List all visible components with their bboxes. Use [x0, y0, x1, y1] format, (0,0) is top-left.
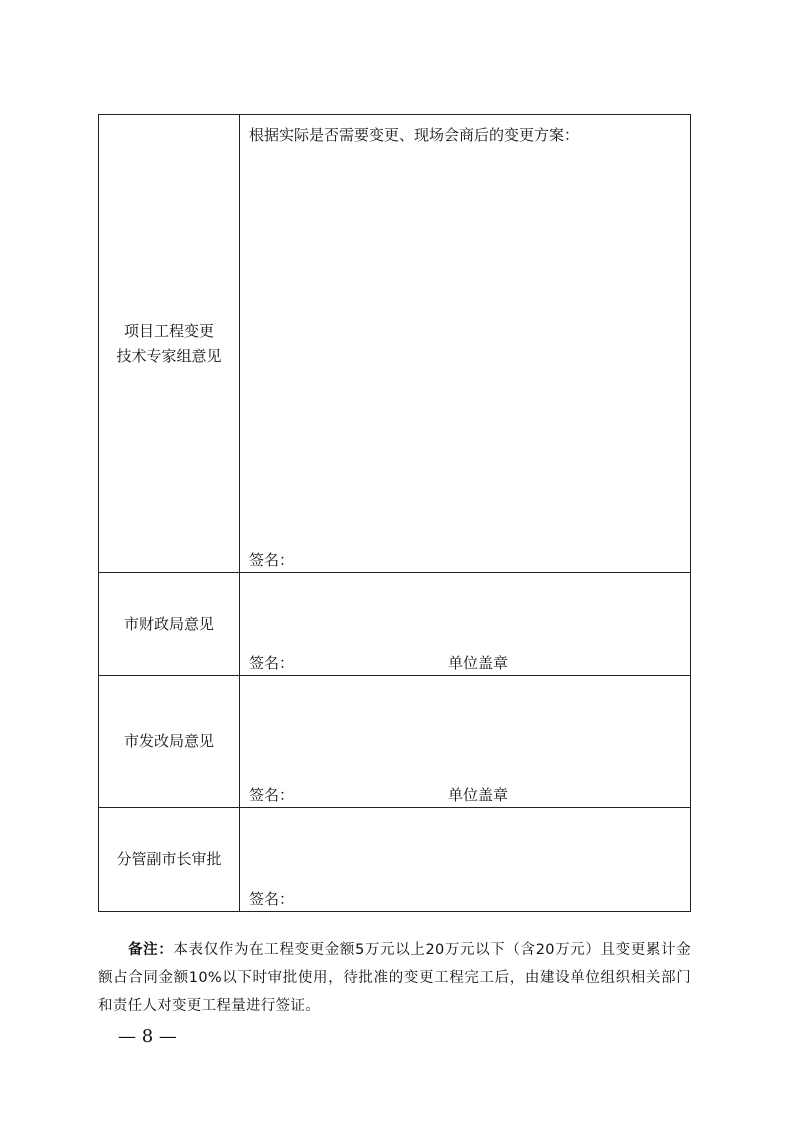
signature-label: 签名： [249, 786, 295, 804]
opinion-cell-development-reform-bureau[interactable] [240, 676, 691, 808]
remarks-label: 备注： [128, 942, 174, 958]
row-label-finance-bureau [99, 573, 240, 676]
form-row-finance-bureau [99, 573, 691, 676]
row-label-vice-mayor [99, 808, 240, 912]
row-label-line: 分管副市长审批 [116, 850, 222, 868]
page-number: — 8 — [118, 1026, 177, 1047]
remarks-text: 本表仅作为在工程变更金额5万元以上20万元以下（含20万元）且变更累计金额占合同金额10%以下时审批使用，待批准的变更工程完工后，由建设单位组织相关部门和责任人对变更工程量进行签证。 [98, 942, 691, 1014]
row-label-line: 技术专家组意见 [116, 346, 222, 365]
opinion-cell-finance-bureau[interactable] [240, 573, 691, 676]
form-row-tech-expert [99, 115, 691, 573]
signature-label: 签名： [249, 551, 295, 569]
approval-cell-vice-mayor[interactable] [240, 808, 691, 912]
remarks-note [98, 936, 691, 1020]
form-row-vice-mayor [99, 808, 691, 912]
signature-label: 签名： [249, 654, 295, 672]
unit-seal-label: 单位盖章 [448, 786, 509, 804]
approval-form-table [98, 114, 691, 912]
form-row-development-reform-bureau [99, 676, 691, 808]
row-label-tech-expert [99, 115, 240, 573]
row-label-line: 项目工程变更 [123, 321, 214, 340]
signature-label: 签名： [249, 890, 295, 908]
row-label-development-reform-bureau [99, 676, 240, 808]
row-label-line: 市财政局意见 [123, 614, 214, 633]
opinion-cell-tech-expert[interactable] [240, 115, 691, 573]
change-plan-prompt: 根据实际是否需要变更、现场会商后的变更方案： [249, 126, 580, 144]
unit-seal-label: 单位盖章 [448, 654, 509, 672]
row-label-line: 市发改局意见 [123, 732, 214, 750]
